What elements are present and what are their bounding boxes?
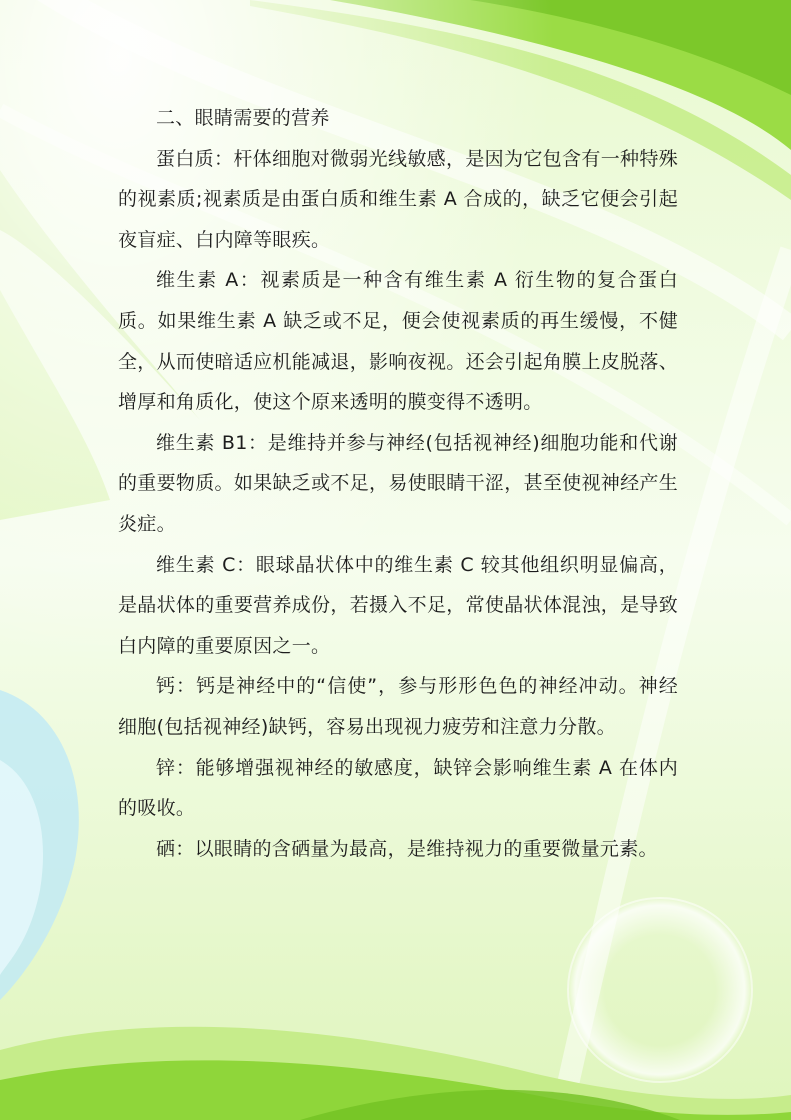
paragraph-zinc: 锌：能够增强视神经的敏感度，缺锌会影响维生素 A 在体内的吸收。 — [118, 756, 678, 820]
paragraph-selenium: 硒：以眼睛的含硒量为最高，是维持视力的重要微量元素。 — [156, 837, 658, 860]
section-heading: 二、眼睛需要的营养 — [156, 107, 330, 129]
document-body — [118, 98, 678, 869]
paragraph-vitamin-b1: 维生素 B1：是维持并参与神经(包括视神经)细胞功能和代谢的重要物质。如果缺乏或不足，易使眼睛干涩，甚至使视神经产生炎症。 — [118, 431, 678, 535]
paragraph-protein: 蛋白质：杆体细胞对微弱光线敏感，是因为它包含有一种特殊的视素质;视素质是由蛋白质和维生素 A 合成的，缺乏它便会引起夜盲症、白内障等眼疾。 — [118, 147, 678, 251]
paragraph-calcium: 钙：钙是神经中的“信使”，参与形形色色的神经冲动。神经细胞(包括视神经)缺钙，容易出现视力疲劳和注意力分散。 — [118, 675, 678, 738]
paragraph-vitamin-a: 维生素 A：视素质是一种含有维生素 A 衍生物的复合蛋白质。如果维生素 A 缺乏或不足，便会使视素质的再生缓慢，不健全，从而使暗适应机能减退，影响夜视。还会引起角膜上皮脱落、增厚和角质化，使这个原来透明的膜变得不透明。 — [118, 269, 678, 414]
paragraph-vitamin-c: 维生素 C：眼球晶状体中的维生素 C 较其他组织明显偏高，是晶状体的重要营养成份，若摄入不足，常使晶状体混浊，是导致白内障的重要原因之一。 — [118, 553, 678, 657]
